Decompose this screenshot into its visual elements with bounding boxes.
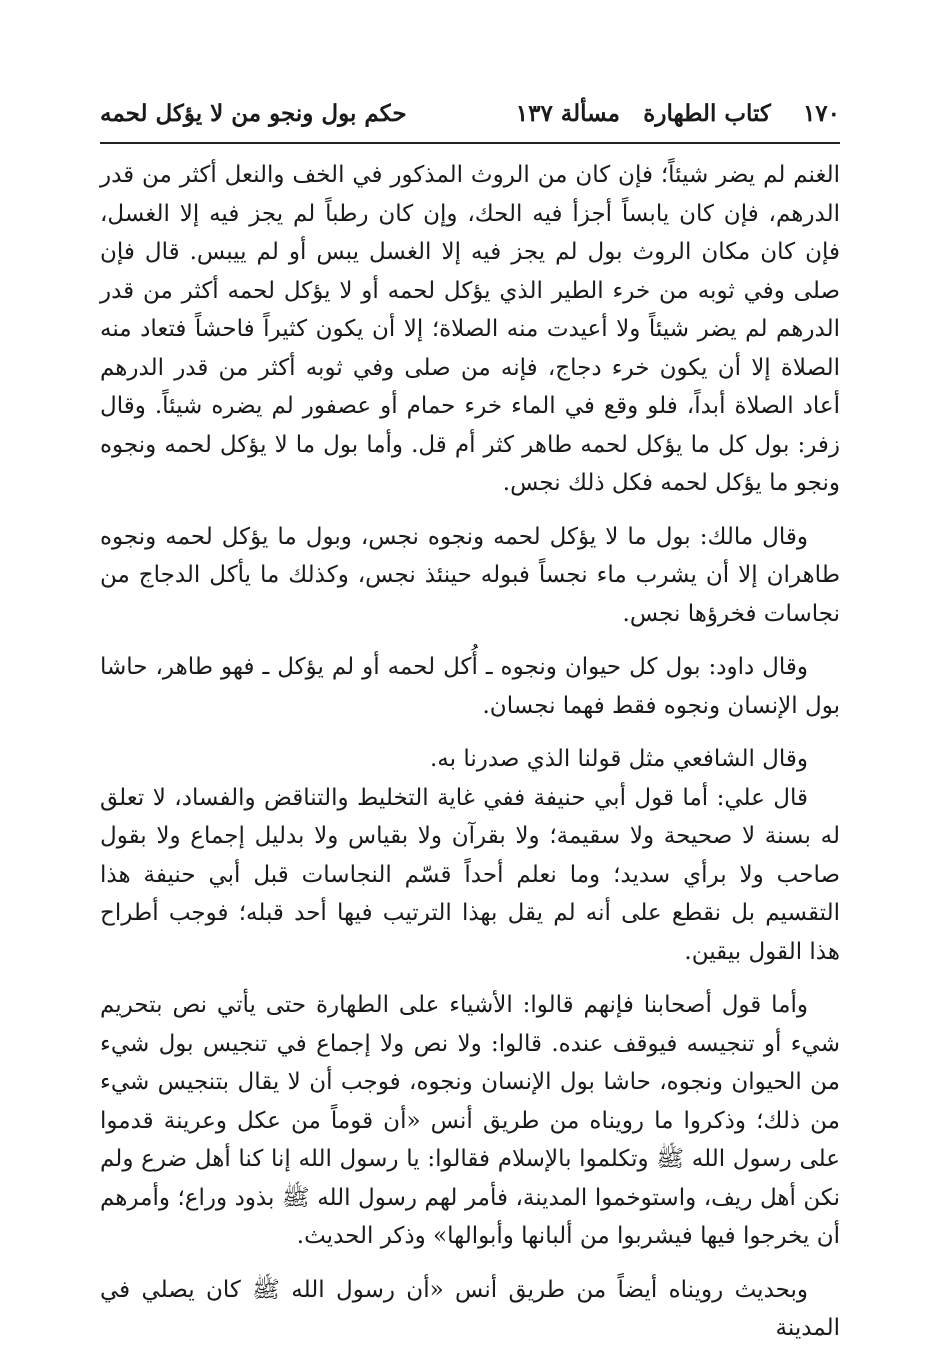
- paragraph: وأما قول أصحابنا فإنهم قالوا: الأشياء على الطهارة حتى يأتي نص بتحريم شيء أو تنجيسه فيوقف عنده. قالوا: ولا نص ولا إجماع في تنجيس بول شيء من الحيوان ونجوه، حاشا بول الإنسان ونجوه، فوجب أن لا يقال بتنجيس شيء من ذلك؛ وذكروا ما رويناه من طريق أنس «أن قوماً من عكل وعرينة قدموا على رسول الله ﷺ وتكلموا بالإسلام فقالوا: يا رسول الله إنا كنا أهل ضرع ولم نكن أهل ريف، واستوخموا المدينة، فأمر لهم رسول الله ﷺ بذود وراع؛ وأمرهم أن يخرجوا فيها فيشربوا من ألبانها وأبوالها» وذكر الحديث.: [100, 992, 840, 1249]
- body-text: [100, 156, 840, 1348]
- issue-number: مسألة ١٣٧: [515, 100, 620, 127]
- page-number: ١٧٠: [802, 100, 840, 127]
- paragraph: الغنم لم يضر شيئاً؛ فإن كان من الروث المذكور في الخف والنعل أكثر من قدر الدرهم، فإن كان يابساً أجزأ فيه الحك، وإن كان رطباً لم يجز فيه إلا الغسل، فإن كان مكان الروث بول لم يجز فيه إلا الغسل يبس أو لم ييبس. قال فإن صلى وفي ثوبه من خرء الطير الذي يؤكل لحمه أو لا يؤكل لحمه أكثر من قدر الدرهم لم يضر شيئاً ولا أعيدت منه الصلاة؛ إلا أن يكون كثيراً فاحشاً فتعاد منه الصلاة إلا أن يكون خرء دجاج، فإنه من صلى وفي ثوبه أكثر من قدر الدرهم أعاد الصلاة أبداً، فلو وقع في الماء خرء حمام أو عصفور لم يضره شيئاً. وقال زفر: بول كل ما يؤكل لحمه طاهر كثر أم قل. وأما بول ما لا يؤكل لحمه ونجوه ونجو ما يؤكل لحمه فكل ذلك نجس.: [100, 162, 840, 496]
- header-rule: [100, 142, 840, 144]
- book-title: كتاب الطهارة: [643, 100, 771, 127]
- paragraph: قال علي: أما قول أبي حنيفة ففي غاية التخليط والتناقض والفساد، لا تعلق له بسنة لا صحيحة ولا سقيمة؛ ولا بقرآن ولا بقياس ولا بدليل إجماع ولا بقول صاحب ولا برأي سديد؛ وما نعلم أحداً قسّم النجاسات قبل أبي حنيفة هذا التقسيم بل نقطع على أنه لم يقل بهذا الترتيب فيها أحد قبله؛ فوجب أطراح هذا القول بيقين.: [100, 784, 840, 965]
- paragraph: وقال مالك: بول ما لا يؤكل لحمه ونجوه نجس، وبول ما يؤكل لحمه ونجوه طاهران إلا أن يشرب ماء نجساً فبوله حينئذ نجس، وكذلك ما يأكل الدجاج من نجاسات فخرؤها نجس.: [100, 523, 840, 627]
- paragraph: وقال الشافعي مثل قولنا الذي صدرنا به.: [429, 746, 808, 772]
- paragraph: وبحديث رويناه أيضاً من طريق أنس «أن رسول الله ﷺ كان يصلي في المدينة: [100, 1276, 840, 1341]
- chapter-topic: حكم بول ونجو من لا يؤكل لحمه: [100, 100, 407, 127]
- paragraph: وقال داود: بول كل حيوان ونجوه ـ أُكل لحمه أو لم يؤكل ـ فهو طاهر، حاشا بول الإنسان ونجوه فقط فهما نجسان.: [100, 654, 840, 719]
- header-right: [643, 100, 840, 127]
- running-header: [100, 96, 840, 136]
